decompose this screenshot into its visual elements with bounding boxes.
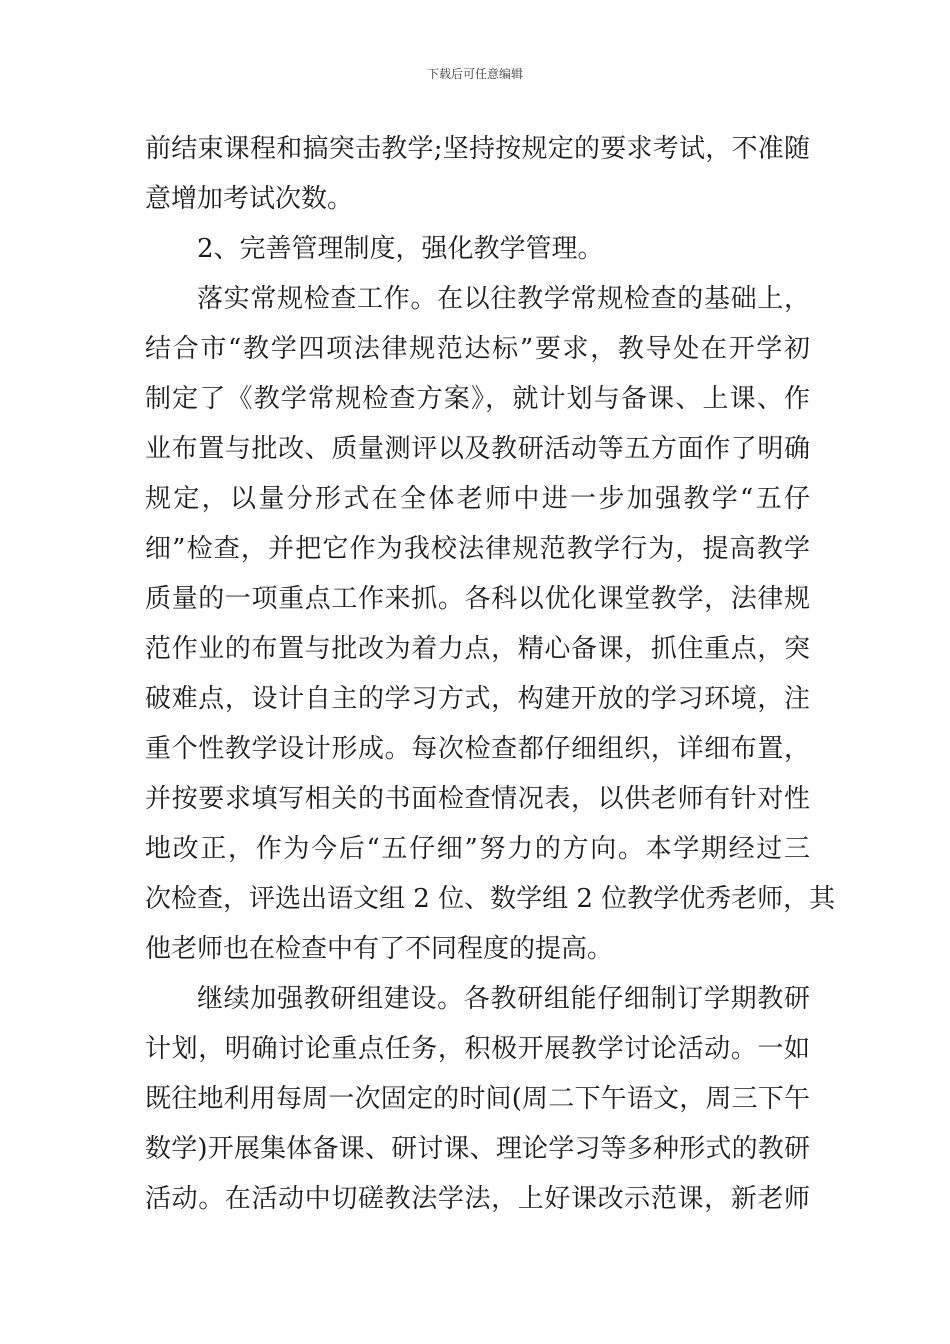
text-line: 制定了《教学常规检查方案》，就计划与备课、上课、作 <box>145 384 810 414</box>
text-line: 并按要求填写相关的书面检查情况表，以供老师有针对性 <box>145 784 810 814</box>
paragraph-first-line: 落实常规检查工作。在以往教学常规检查的基础上， <box>197 284 810 314</box>
text-line: 细”检查，并把它作为我校法律规范教学行为，提高教学 <box>145 534 810 564</box>
text-line: 地改正，作为今后“五仔细”努力的方向。本学期经过三 <box>145 834 810 864</box>
text-line: 重个性教学设计形成。每次检查都仔细组织，详细布置， <box>145 734 810 764</box>
paragraph-first-line: 继续加强教研组建设。各教研组能仔细制订学期教研 <box>197 984 810 1014</box>
text-line: 数学)开展集体备课、研讨课、理论学习等多种形式的教研 <box>145 1134 810 1164</box>
section-heading: 2、完善管理制度，强化教学管理。 <box>197 234 604 264</box>
text-line: 次检查，评选出语文组 2 位、数学组 2 位教学优秀老师，其 <box>145 884 836 914</box>
text-line: 破难点，设计自主的学习方式，构建开放的学习环境，注 <box>145 684 810 714</box>
text-line: 活动。在活动中切磋教法学法，上好课改示范课，新老师 <box>145 1184 810 1214</box>
text-line: 他老师也在检查中有了不同程度的提高。 <box>145 934 614 964</box>
text-line: 质量的一项重点工作来抓。各科以优化课堂教学，法律规 <box>145 584 810 614</box>
text-line: 结合市“教学四项法律规范达标”要求，教导处在开学初 <box>145 334 810 364</box>
page-header: 下载后可任意编辑 <box>426 67 523 81</box>
text-line: 既往地利用每周一次固定的时间(周二下午语文，周三下午 <box>145 1084 810 1114</box>
text-line: 规定，以量分形式在全体老师中进一步加强教学“五仔 <box>145 484 810 514</box>
text-line: 前结束课程和搞突击教学;坚持按规定的要求考试，不准随 <box>145 134 810 164</box>
text-line: 业布置与批改、质量测评以及教研活动等五方面作了明确 <box>145 434 810 464</box>
text-line: 意增加考试次数。 <box>145 184 354 214</box>
text-line: 计划，明确讨论重点任务，积极开展教学讨论活动。一如 <box>145 1034 810 1064</box>
text-line: 范作业的布置与批改为着力点，精心备课，抓住重点，突 <box>145 634 810 664</box>
